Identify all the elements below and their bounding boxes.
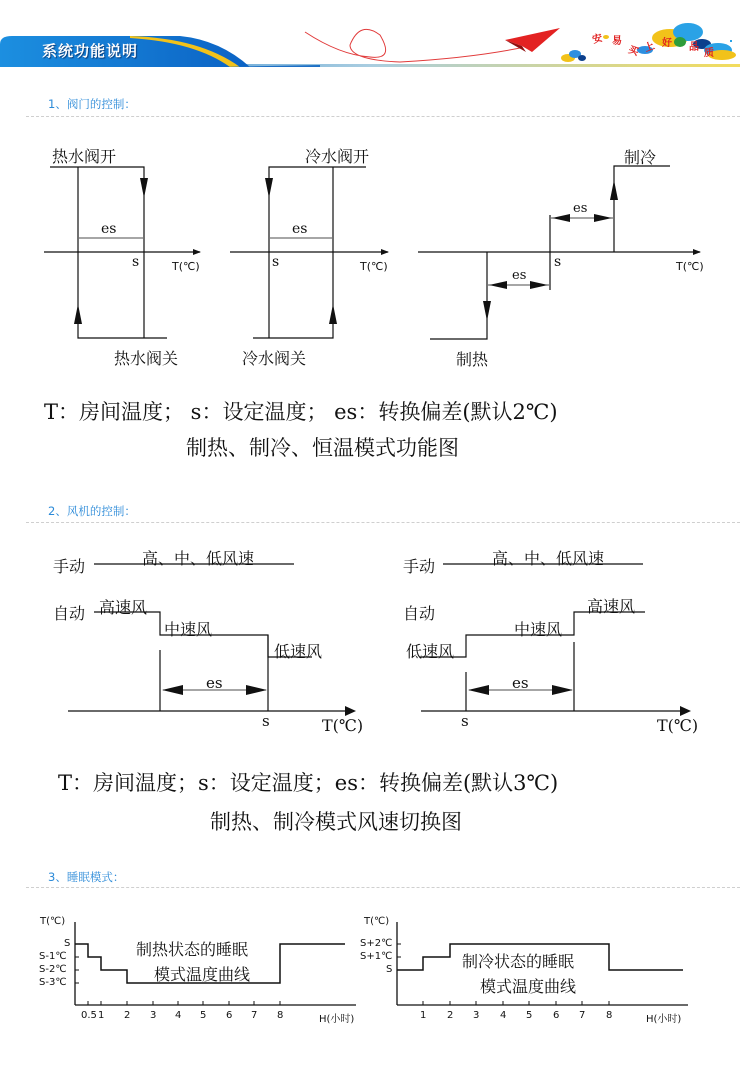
heat-chart-x-axis-label: H(小时) xyxy=(319,1014,355,1025)
fan-left-manual-label: 手动 xyxy=(53,557,86,576)
fan-left-mid-label: 中速风 xyxy=(164,620,213,639)
heat-chart-x-tick: 3 xyxy=(150,1010,157,1021)
cold-valve-s-label: s xyxy=(272,254,280,270)
mode-es-lower-label: es xyxy=(512,268,527,283)
heat-chart-x-tick: 8 xyxy=(277,1010,284,1021)
section-heading-valve: 1、阀门的控制： xyxy=(48,97,136,111)
mode-axis-label: T(℃) xyxy=(676,260,704,273)
cool-chart-x-axis-label: H(小时) xyxy=(646,1014,682,1025)
fan-left-high-label: 高速风 xyxy=(99,598,148,617)
heat-chart-x-tick: 0.5 xyxy=(81,1010,97,1021)
fan-right-manual-speeds: 高、中、低风速 xyxy=(492,549,605,568)
fan-right-low-label: 低速风 xyxy=(406,642,455,661)
fan-right-es-label: es xyxy=(512,674,529,692)
cool-chart-x-tick: 7 xyxy=(579,1010,586,1021)
header-banner xyxy=(0,0,740,70)
cool-chart-x-tick: 8 xyxy=(606,1010,613,1021)
cool-chart-title-line1: 制冷状态的睡眠 xyxy=(462,952,575,971)
section-heading-sleep: 3、睡眠模式： xyxy=(48,870,125,884)
hot-valve-es-label: es xyxy=(101,221,117,237)
mode-s-label: s xyxy=(554,254,562,270)
hot-valve-open-label: 热水阀开 xyxy=(52,147,117,166)
cool-chart-y-tick: S+2℃ xyxy=(360,938,393,949)
fan-left-auto-label: 自动 xyxy=(53,604,86,623)
fan-right-auto-label: 自动 xyxy=(403,604,436,623)
heat-chart-y-tick: S-3℃ xyxy=(39,977,67,988)
heat-chart-x-tick: 2 xyxy=(124,1010,131,1021)
mode-cool-label: 制冷 xyxy=(624,148,657,167)
heat-chart-x-tick: 7 xyxy=(251,1010,258,1021)
cool-chart-x-tick: 3 xyxy=(473,1010,480,1021)
heat-chart-y-tick: S-1℃ xyxy=(39,951,67,962)
fan-diagram-title: 制热、制冷模式风速切换图 xyxy=(210,810,462,834)
heat-chart-title-line2: 模式温度曲线 xyxy=(154,965,251,984)
hot-valve-axis-label: T(℃) xyxy=(172,260,200,273)
cool-chart-title-line2: 模式温度曲线 xyxy=(480,977,577,996)
cool-chart-x-tick: 6 xyxy=(553,1010,560,1021)
heat-chart-y-tick: S xyxy=(64,938,71,949)
fan-legend-caption: T：房间温度；s：设定温度；es：转换偏差(默认3℃) xyxy=(58,771,559,795)
cold-valve-open-label: 冷水阀开 xyxy=(305,147,370,166)
hot-valve-s-label: s xyxy=(132,254,140,270)
cold-valve-es-label: es xyxy=(292,221,308,237)
heat-chart-x-tick: 6 xyxy=(226,1010,233,1021)
heat-chart-y-tick: S-2℃ xyxy=(39,964,67,975)
heat-chart-x-tick: 1 xyxy=(98,1010,105,1021)
divider xyxy=(26,522,740,523)
valve-diagram-title: 制热、制冷、恒温模式功能图 xyxy=(186,436,459,460)
hot-valve-close-label: 热水阀关 xyxy=(114,349,179,368)
cool-chart-x-tick: 2 xyxy=(447,1010,454,1021)
paper-plane-icon xyxy=(505,28,560,52)
page-title: 系统功能说明 xyxy=(42,42,139,60)
slogan: 安 易 买 上 好 品 质 xyxy=(591,32,714,59)
fan-left-axis-label: T(℃) xyxy=(322,716,364,735)
heat-chart-x-tick: 4 xyxy=(175,1010,182,1021)
divider xyxy=(26,887,740,888)
cool-chart-y-tick: S xyxy=(386,964,393,975)
mode-heat-label: 制热 xyxy=(456,350,489,369)
cool-chart-y-axis-label: T(℃) xyxy=(364,916,390,927)
divider xyxy=(26,116,740,117)
section-heading-fan: 2、风机的控制： xyxy=(48,504,136,518)
cool-chart-x-tick: 4 xyxy=(500,1010,507,1021)
heat-chart-title-line1: 制热状态的睡眠 xyxy=(136,940,249,959)
fan-right-axis-label: T(℃) xyxy=(657,716,699,735)
fan-right-high-label: 高速风 xyxy=(587,597,636,616)
cool-chart-y-tick: S+1℃ xyxy=(360,951,393,962)
cool-chart-x-tick: 1 xyxy=(420,1010,427,1021)
heat-chart-y-axis-label: T(℃) xyxy=(40,916,66,927)
fan-right-mid-label: 中速风 xyxy=(514,620,563,639)
fan-left-es-label: es xyxy=(206,674,223,692)
mode-es-upper-label: es xyxy=(573,201,588,216)
fan-left-low-label: 低速风 xyxy=(274,642,323,661)
fan-left-manual-speeds: 高、中、低风速 xyxy=(142,549,255,568)
cold-valve-axis-label: T(℃) xyxy=(360,260,388,273)
cool-chart-x-tick: 5 xyxy=(526,1010,533,1021)
fan-left-s-label: s xyxy=(262,712,270,730)
heat-chart-x-tick: 5 xyxy=(200,1010,207,1021)
valve-legend-caption: T：房间温度； s：设定温度； es：转换偏差(默认2℃) xyxy=(44,400,558,424)
fan-right-manual-label: 手动 xyxy=(403,557,436,576)
fan-right-s-label: s xyxy=(461,712,469,730)
cold-valve-close-label: 冷水阀关 xyxy=(242,349,307,368)
